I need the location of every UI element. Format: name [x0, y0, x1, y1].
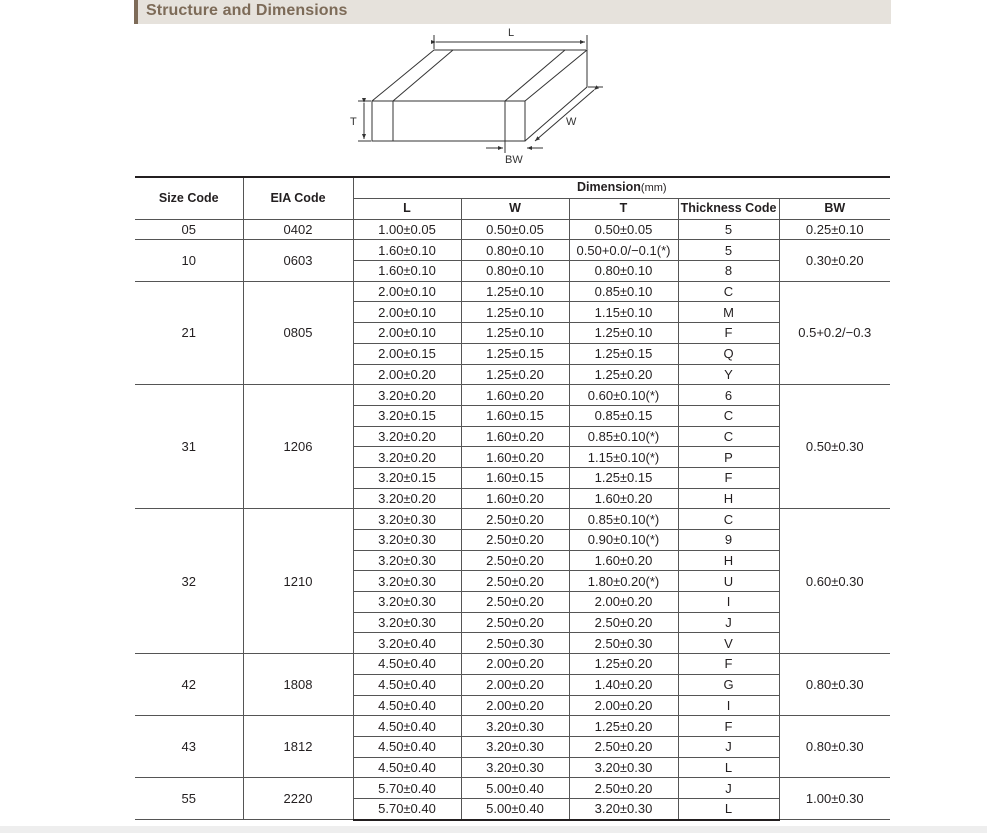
thickness-code-cell: Y	[678, 364, 779, 385]
thickness-code-cell: F	[678, 467, 779, 488]
W-cell: 0.80±0.10	[461, 261, 569, 282]
header-eia-code: EIA Code	[243, 177, 353, 219]
chip-side-face	[525, 50, 587, 141]
thickness-code-cell: F	[678, 323, 779, 344]
page-bottom-strip	[0, 826, 987, 833]
BW-cell: 0.25±0.10	[779, 219, 890, 240]
L-cell: 2.00±0.10	[353, 302, 461, 323]
header-thickness-code: Thickness Code	[678, 199, 779, 220]
thickness-code-cell: 5	[678, 219, 779, 240]
T-cell: 1.25±0.15	[569, 467, 678, 488]
T-cell: 2.50±0.30	[569, 633, 678, 654]
W-cell: 2.00±0.20	[461, 674, 569, 695]
thickness-code-cell: F	[678, 654, 779, 675]
size-code-cell: 31	[135, 385, 243, 509]
W-cell: 2.50±0.30	[461, 633, 569, 654]
L-cell: 2.00±0.15	[353, 343, 461, 364]
table-row	[135, 240, 890, 261]
L-cell: 3.20±0.40	[353, 633, 461, 654]
T-cell: 1.40±0.20	[569, 674, 678, 695]
W-cell: 1.60±0.20	[461, 488, 569, 509]
thickness-code-cell: M	[678, 302, 779, 323]
thickness-code-cell: Q	[678, 343, 779, 364]
thickness-code-cell: C	[678, 281, 779, 302]
header-BW: BW	[779, 199, 890, 220]
T-cell: 1.60±0.20	[569, 550, 678, 571]
thickness-code-cell: J	[678, 612, 779, 633]
T-cell: 0.80±0.10	[569, 261, 678, 282]
L-cell: 2.00±0.20	[353, 364, 461, 385]
T-label: T	[350, 116, 357, 128]
W-cell: 1.60±0.15	[461, 467, 569, 488]
header-dimension-label: Dimension	[577, 180, 641, 194]
thickness-code-cell: H	[678, 550, 779, 571]
W-cell: 2.00±0.20	[461, 695, 569, 716]
L-cell: 3.20±0.20	[353, 488, 461, 509]
BW-label: BW	[505, 154, 523, 166]
T-cell: 3.20±0.30	[569, 757, 678, 778]
eia-code-cell: 0603	[243, 240, 353, 281]
eia-code-cell: 1206	[243, 385, 353, 509]
eia-code-cell: 2220	[243, 778, 353, 820]
table-row	[135, 385, 890, 406]
thickness-code-cell: C	[678, 426, 779, 447]
T-cell: 1.25±0.20	[569, 364, 678, 385]
W-cell: 2.00±0.20	[461, 654, 569, 675]
BW-cell: 0.60±0.30	[779, 509, 890, 654]
L-cell: 3.20±0.30	[353, 550, 461, 571]
L-cell: 5.70±0.40	[353, 778, 461, 799]
section-title-bar	[134, 0, 891, 24]
thickness-code-cell: L	[678, 798, 779, 819]
T-cell: 0.85±0.10	[569, 281, 678, 302]
header-W: W	[461, 199, 569, 220]
size-code-cell: 32	[135, 509, 243, 654]
L-cell: 3.20±0.20	[353, 426, 461, 447]
thickness-code-cell: G	[678, 674, 779, 695]
header-dimension-unit: (mm)	[640, 182, 667, 194]
dimensions-table-body	[135, 219, 890, 819]
BW-cell: 0.5+0.2/−0.3	[779, 281, 890, 384]
L-cell: 4.50±0.40	[353, 674, 461, 695]
BW-cell: 0.80±0.30	[779, 716, 890, 778]
T-cell: 1.25±0.20	[569, 654, 678, 675]
W-cell: 3.20±0.30	[461, 716, 569, 737]
thickness-code-cell: J	[678, 778, 779, 799]
thickness-code-cell: V	[678, 633, 779, 654]
W-cell: 3.20±0.30	[461, 757, 569, 778]
T-cell: 1.15±0.10	[569, 302, 678, 323]
L-cell: 5.70±0.40	[353, 798, 461, 819]
chip-front-face	[372, 101, 525, 141]
eia-code-cell: 0805	[243, 281, 353, 384]
W-cell: 1.25±0.20	[461, 364, 569, 385]
T-cell: 0.90±0.10(*)	[569, 530, 678, 551]
eia-code-cell: 1812	[243, 716, 353, 778]
T-cell: 2.50±0.20	[569, 778, 678, 799]
T-cell: 1.25±0.20	[569, 716, 678, 737]
table-row	[135, 654, 890, 675]
L-cell: 4.50±0.40	[353, 654, 461, 675]
L-cell: 1.00±0.05	[353, 219, 461, 240]
thickness-code-cell: C	[678, 405, 779, 426]
thickness-code-cell: L	[678, 757, 779, 778]
L-cell: 4.50±0.40	[353, 695, 461, 716]
T-cell: 2.50±0.20	[569, 612, 678, 633]
eia-code-cell: 1210	[243, 509, 353, 654]
L-cell: 3.20±0.15	[353, 467, 461, 488]
W-cell: 1.60±0.20	[461, 426, 569, 447]
eia-code-cell: 0402	[243, 219, 353, 240]
thickness-code-cell: 5	[678, 240, 779, 261]
W-cell: 1.25±0.15	[461, 343, 569, 364]
W-cell: 1.60±0.20	[461, 447, 569, 468]
chip-top-face	[372, 50, 587, 101]
W-label: W	[566, 116, 577, 128]
header-dimension	[353, 177, 890, 199]
W-cell: 2.50±0.20	[461, 612, 569, 633]
W-cell: 2.50±0.20	[461, 571, 569, 592]
W-cell: 1.25±0.10	[461, 281, 569, 302]
thickness-code-cell: I	[678, 592, 779, 613]
table-row	[135, 219, 890, 240]
header-T: T	[569, 199, 678, 220]
L-cell: 3.20±0.30	[353, 571, 461, 592]
W-cell: 2.50±0.20	[461, 550, 569, 571]
L-cell: 3.20±0.20	[353, 385, 461, 406]
T-cell: 0.85±0.15	[569, 405, 678, 426]
T-cell: 2.00±0.20	[569, 592, 678, 613]
L-label: L	[508, 27, 515, 39]
chip-structure-diagram	[330, 25, 620, 175]
thickness-code-cell: F	[678, 716, 779, 737]
L-cell: 3.20±0.15	[353, 405, 461, 426]
W-dimension-arrow	[535, 90, 594, 141]
W-cell: 2.50±0.20	[461, 592, 569, 613]
T-cell: 0.50+0.0/−0.1(*)	[569, 240, 678, 261]
W-cell: 1.25±0.10	[461, 302, 569, 323]
L-cell: 1.60±0.10	[353, 261, 461, 282]
thickness-code-cell: H	[678, 488, 779, 509]
T-cell: 0.50±0.05	[569, 219, 678, 240]
size-code-cell: 05	[135, 219, 243, 240]
size-code-cell: 21	[135, 281, 243, 384]
section-title: Structure and Dimensions	[146, 2, 348, 19]
W-cell: 1.60±0.15	[461, 405, 569, 426]
W-cell: 2.50±0.20	[461, 530, 569, 551]
thickness-code-cell: J	[678, 736, 779, 757]
L-cell: 3.20±0.20	[353, 447, 461, 468]
table-row	[135, 509, 890, 530]
T-cell: 1.60±0.20	[569, 488, 678, 509]
T-cell: 3.20±0.30	[569, 798, 678, 819]
size-code-cell: 43	[135, 716, 243, 778]
T-cell: 1.25±0.10	[569, 323, 678, 344]
L-cell: 3.20±0.30	[353, 612, 461, 633]
thickness-code-cell: U	[678, 571, 779, 592]
size-code-cell: 55	[135, 778, 243, 820]
W-cell: 2.50±0.20	[461, 509, 569, 530]
table-row	[135, 778, 890, 799]
BW-cell: 0.50±0.30	[779, 385, 890, 509]
W-cell: 1.25±0.10	[461, 323, 569, 344]
BW-cell: 1.00±0.30	[779, 778, 890, 820]
eia-code-cell: 1808	[243, 654, 353, 716]
L-cell: 3.20±0.30	[353, 530, 461, 551]
W-cell: 0.80±0.10	[461, 240, 569, 261]
W-cell: 0.50±0.05	[461, 219, 569, 240]
thickness-code-cell: 6	[678, 385, 779, 406]
table-row	[135, 281, 890, 302]
thickness-code-cell: 8	[678, 261, 779, 282]
T-cell: 0.85±0.10(*)	[569, 509, 678, 530]
thickness-code-cell: P	[678, 447, 779, 468]
W-cell: 5.00±0.40	[461, 778, 569, 799]
dimensions-table	[135, 176, 890, 821]
L-cell: 3.20±0.30	[353, 509, 461, 530]
header-L: L	[353, 199, 461, 220]
thickness-code-cell: 9	[678, 530, 779, 551]
BW-cell: 0.80±0.30	[779, 654, 890, 716]
size-code-cell: 42	[135, 654, 243, 716]
W-cell: 3.20±0.30	[461, 736, 569, 757]
BW-cell: 0.30±0.20	[779, 240, 890, 281]
T-cell: 1.80±0.20(*)	[569, 571, 678, 592]
W-cell: 1.60±0.20	[461, 385, 569, 406]
T-cell: 0.60±0.10(*)	[569, 385, 678, 406]
L-cell: 2.00±0.10	[353, 323, 461, 344]
header-size-code: Size Code	[135, 177, 243, 219]
thickness-code-cell: I	[678, 695, 779, 716]
L-cell: 4.50±0.40	[353, 757, 461, 778]
T-cell: 2.00±0.20	[569, 695, 678, 716]
L-cell: 3.20±0.30	[353, 592, 461, 613]
L-cell: 1.60±0.10	[353, 240, 461, 261]
T-cell: 1.15±0.10(*)	[569, 447, 678, 468]
L-cell: 4.50±0.40	[353, 736, 461, 757]
T-cell: 2.50±0.20	[569, 736, 678, 757]
W-cell: 5.00±0.40	[461, 798, 569, 819]
T-cell: 0.85±0.10(*)	[569, 426, 678, 447]
T-cell: 1.25±0.15	[569, 343, 678, 364]
L-cell: 4.50±0.40	[353, 716, 461, 737]
table-row	[135, 716, 890, 737]
L-cell: 2.00±0.10	[353, 281, 461, 302]
size-code-cell: 10	[135, 240, 243, 281]
thickness-code-cell: C	[678, 509, 779, 530]
